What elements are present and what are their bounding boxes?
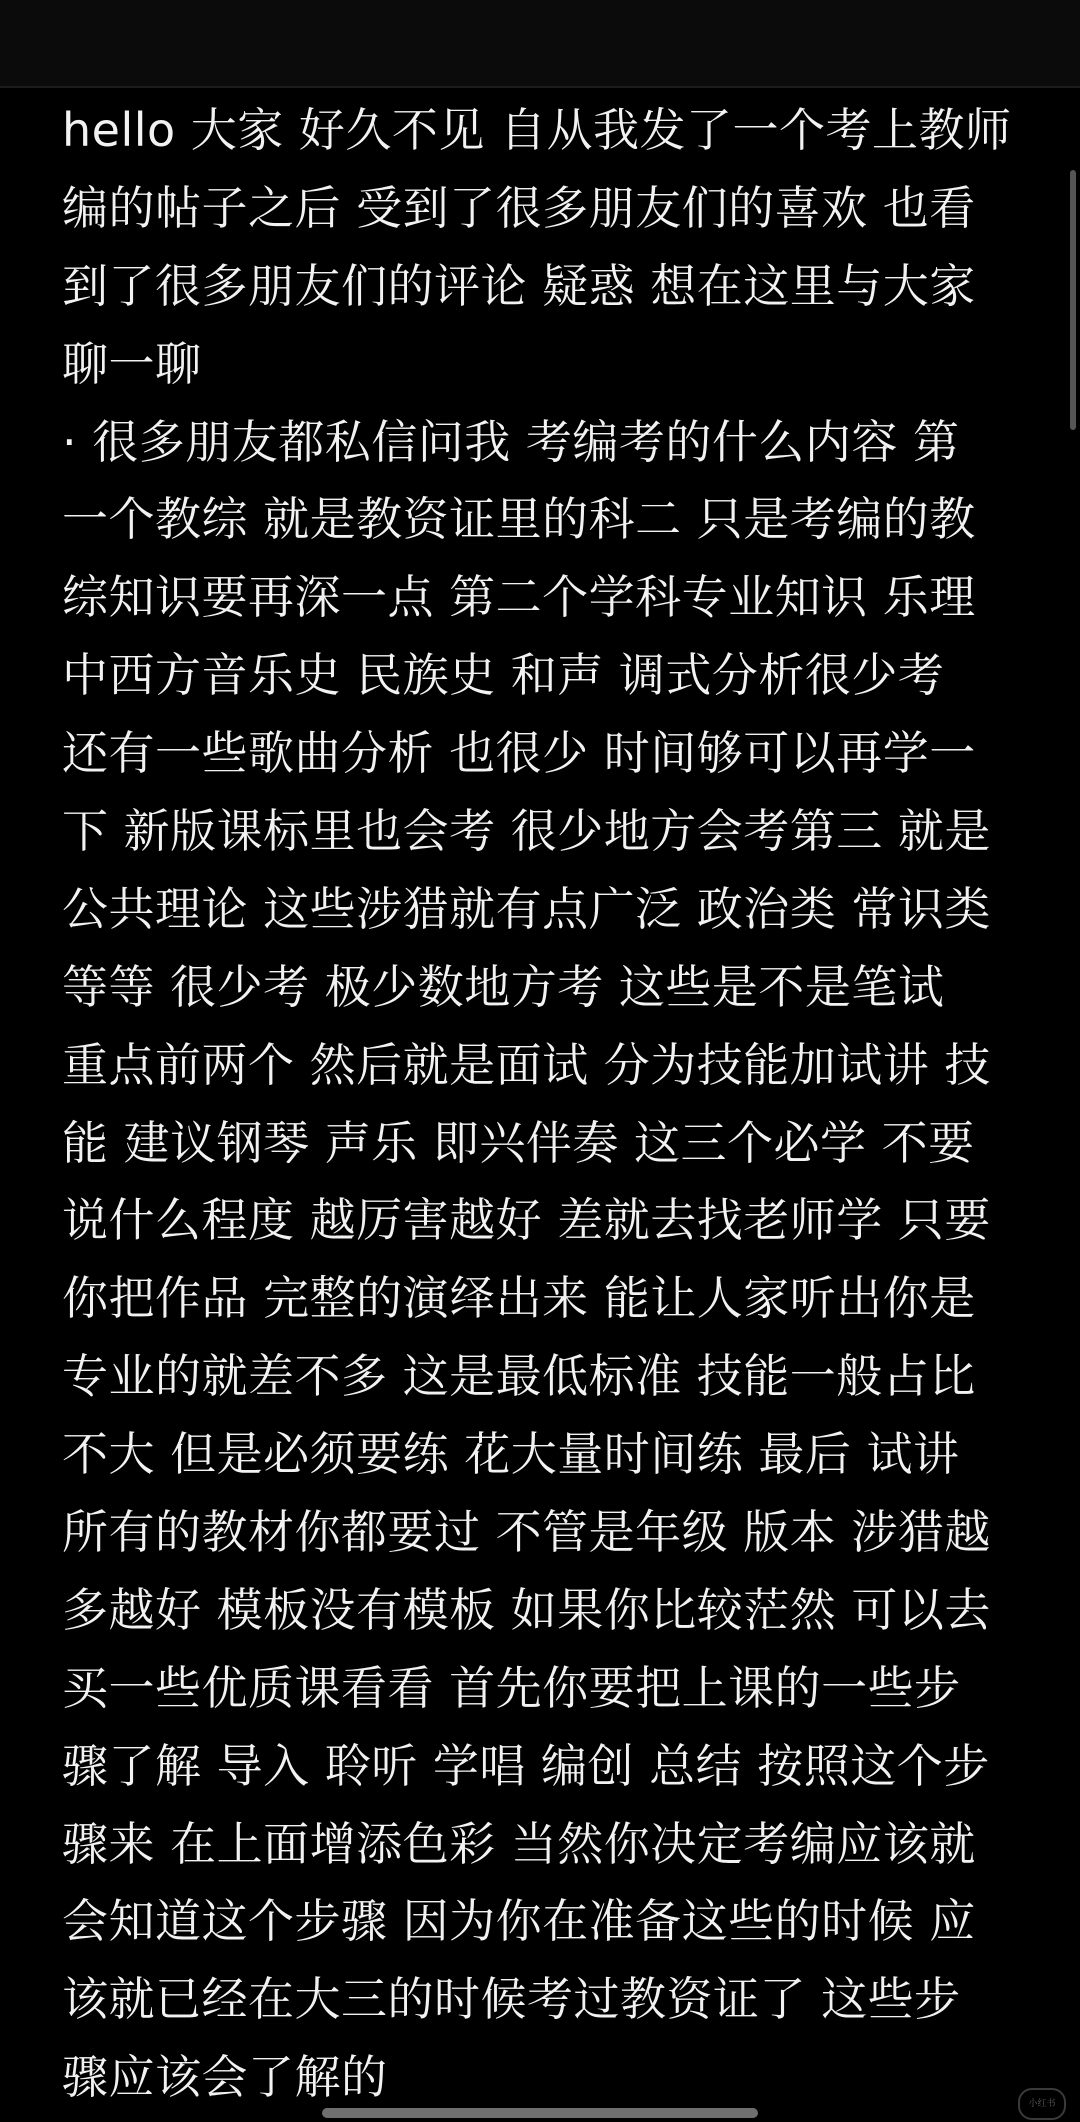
watermark-logo: 小红书 xyxy=(1018,2088,1066,2120)
text-line: 骤了解 导入 聆听 学唱 编创 总结 按照这个步 xyxy=(62,1738,990,1793)
text-line: 不大 但是必须要练 花大量时间练 最后 试讲 xyxy=(62,1427,960,1482)
text-line: 下 新版课标里也会考 很少地方会考第三 就是 xyxy=(62,804,991,859)
text-line: 骤来 在上面增添色彩 当然你决定考编应该就 xyxy=(62,1816,976,1871)
text-line: 骤应该会了解的 xyxy=(62,2050,388,2105)
text-line: 中西方音乐史 民族史 和声 调式分析很少考 xyxy=(62,648,945,703)
text-line: 等等 很少考 极少数地方考 这些是不是笔试 xyxy=(62,959,945,1014)
text-line: 综知识要再深一点 第二个学科专业知识 乐理 xyxy=(62,570,976,625)
text-line: hello 大家 好久不见 自从我发了一个考上教师 xyxy=(62,103,1012,157)
text-line: 编的帖子之后 受到了很多朋友们的喜欢 也看 xyxy=(62,180,976,235)
text-line: 聊一聊 xyxy=(62,336,202,391)
text-line: 一个教综 就是教资证里的科二 只是考编的教 xyxy=(62,492,976,547)
text-line: 你把作品 完整的演绎出来 能让人家听出你是 xyxy=(62,1271,976,1326)
home-indicator[interactable] xyxy=(322,2108,758,2118)
top-bar xyxy=(0,0,1080,88)
text-line: 重点前两个 然后就是面试 分为技能加试讲 技 xyxy=(62,1037,991,1092)
text-line: 会知道这个步骤 因为你在准备这些的时候 应 xyxy=(62,1894,976,1949)
text-line: 买一些优质课看看 首先你要把上课的一些步 xyxy=(62,1660,961,1715)
text-line: 专业的就差不多 这是最低标准 技能一般占比 xyxy=(62,1349,976,1404)
scrollbar-thumb[interactable] xyxy=(1070,170,1076,430)
text-line: 多越好 模板没有模板 如果你比较茫然 可以去 xyxy=(62,1582,991,1637)
text-line: 所有的教材你都要过 不管是年级 版本 涉猎越 xyxy=(62,1505,991,1560)
text-line: 该就已经在大三的时候考过教资证了 这些步 xyxy=(62,1972,961,2027)
text-line: · 很多朋友都私信问我 考编考的什么内容 第 xyxy=(62,414,960,469)
text-line: 到了很多朋友们的评论 疑惑 想在这里与大家 xyxy=(62,258,976,313)
text-line: 能 建议钢琴 声乐 即兴伴奏 这三个必学 不要 xyxy=(62,1115,975,1170)
text-line: 说什么程度 越厉害越好 差就去找老师学 只要 xyxy=(62,1193,991,1248)
post-body xyxy=(62,92,1022,2117)
text-line: 公共理论 这些涉猎就有点广泛 政治类 常识类 xyxy=(62,881,991,936)
text-line: 还有一些歌曲分析 也很少 时间够可以再学一 xyxy=(62,726,976,781)
